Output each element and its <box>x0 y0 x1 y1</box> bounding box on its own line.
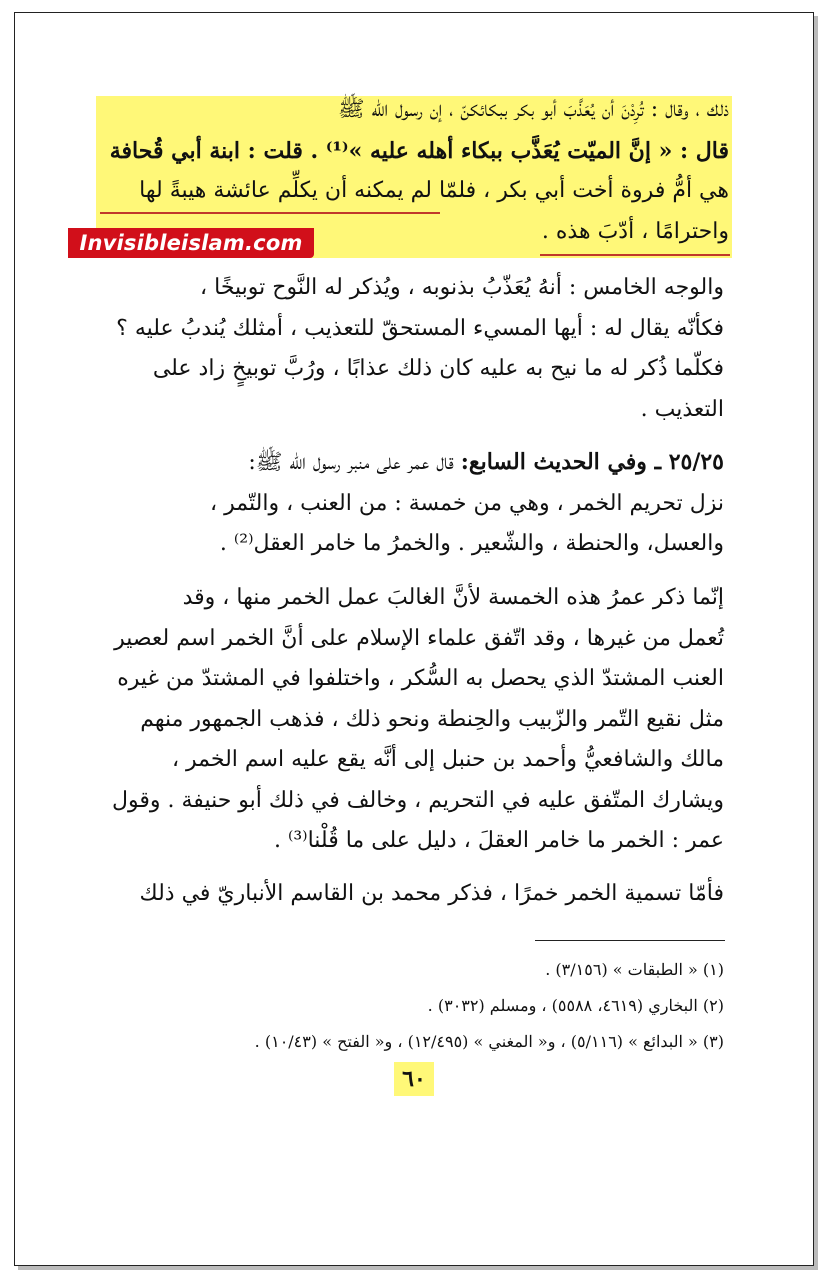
text-line: عمر : الخمر ما خامر العقلَ ، دليل على ما قُلْنا⁽³⁾ . <box>273 828 724 853</box>
text-line: تُعمل من غيرها ، وقد اتّفق علماء الإسلام على أنَّ الخمر اسم لعصير <box>114 625 724 651</box>
text-line: هي أمُّ فروة أخت أبي بكر ، فلمّا لم يمكنه أن يكلِّم عائشة هيبةً لها <box>139 178 729 203</box>
page-number: ٦٠ <box>394 1062 434 1096</box>
text-line: نزل تحريم الخمر ، وهي من خمسة : من العنب ، والتّمر ، <box>210 490 724 516</box>
text-line: فكأنّه يقال له : أيها المسيء المستحقّ للتعذيب ، أمثلك يُندبُ عليه ؟ <box>116 315 724 341</box>
text-line: واحترامًا ، أدّبَ هذه . <box>541 218 729 244</box>
hadith-heading-rest: قال عمر على منبر رسول الله ﷺ: <box>248 450 461 475</box>
text-line: مثل نقيع التّمر والزّبيب والحِنطة ونحو ذلك ، فذهب الجمهور منهم <box>140 706 724 732</box>
paragraph-five-types <box>94 578 724 862</box>
hadith-paragraph <box>94 442 724 565</box>
footnote-divider <box>535 940 725 941</box>
paragraph-fifth-aspect <box>94 268 724 430</box>
text-line: والعسل، والحنطة ، والشّعير . والخمرُ ما خامر العقل⁽²⁾ . <box>219 531 724 556</box>
text-line: مالك والشافعيُّ وأحمد بن حنبل إلى أنَّه يقع عليه اسم الخمر ، <box>171 747 724 772</box>
text-line: العنب المشتدّ الذي يحصل به السُّكر ، واختلفوا في المشتدّ من غيره <box>117 666 724 691</box>
red-underline <box>100 212 440 214</box>
footnotes <box>94 952 724 1060</box>
paragraph-naming <box>94 874 724 915</box>
footnote: (٣) « البدائع » (٥/١١٦) ، و« المغني » (١٢/٤٩٥) ، و« الفتح » (١٠/٤٣) . <box>254 1032 724 1051</box>
text-line: فكلّما ذُكر له ما نيح به عليه كان ذلك عذابًا ، ورُبَّ توبيخٍ زاد على <box>152 356 724 381</box>
text-line: قال : « إنَّ الميّت يُعَذَّب ببكاء أهله عليه »⁽¹⁾ . قلت : ابنة أبي قُحافة <box>109 137 729 164</box>
text-line: التعذيب . <box>640 396 724 422</box>
footnote: (٢) البخاري (٤٦١٩، ٥٥٨٨) ، ومسلم (٣٠٣٢) . <box>427 996 724 1015</box>
text-line: إنّما ذكر عمرُ هذه الخمسة لأنَّ الغالبَ عمل الخمر منها ، وقد <box>182 585 724 610</box>
text-line: ويشارك المتّفق عليه في التحريم ، وخالف في ذلك أبو حنيفة . وقول <box>112 787 724 813</box>
text-line: فأمّا تسمية الخمر خمرًا ، فذكر محمد بن القاسم الأنباريّ في ذلك <box>139 881 724 906</box>
hadith-heading: ٢٥/٢٥ ـ وفي الحديث السابع: <box>460 449 724 475</box>
footnote: (١) « الطبقات » (٣/١٥٦) . <box>545 960 724 979</box>
text-line: والوجه الخامس : أنهُ يُعَذّبُ بذنوبه ، ويُذكر له النَّوح توبيخًا ، <box>200 275 724 300</box>
red-underline <box>540 254 730 256</box>
watermark-logo: Invisibleislam.com <box>68 228 314 258</box>
text-line: ذلك ، وقال : تُرِدْنَ أن يُعَذَّبَ أبو بكر ببكائكنّ ، إن رسول الله ﷺ <box>337 97 729 122</box>
hadith-heading-line <box>94 442 724 484</box>
